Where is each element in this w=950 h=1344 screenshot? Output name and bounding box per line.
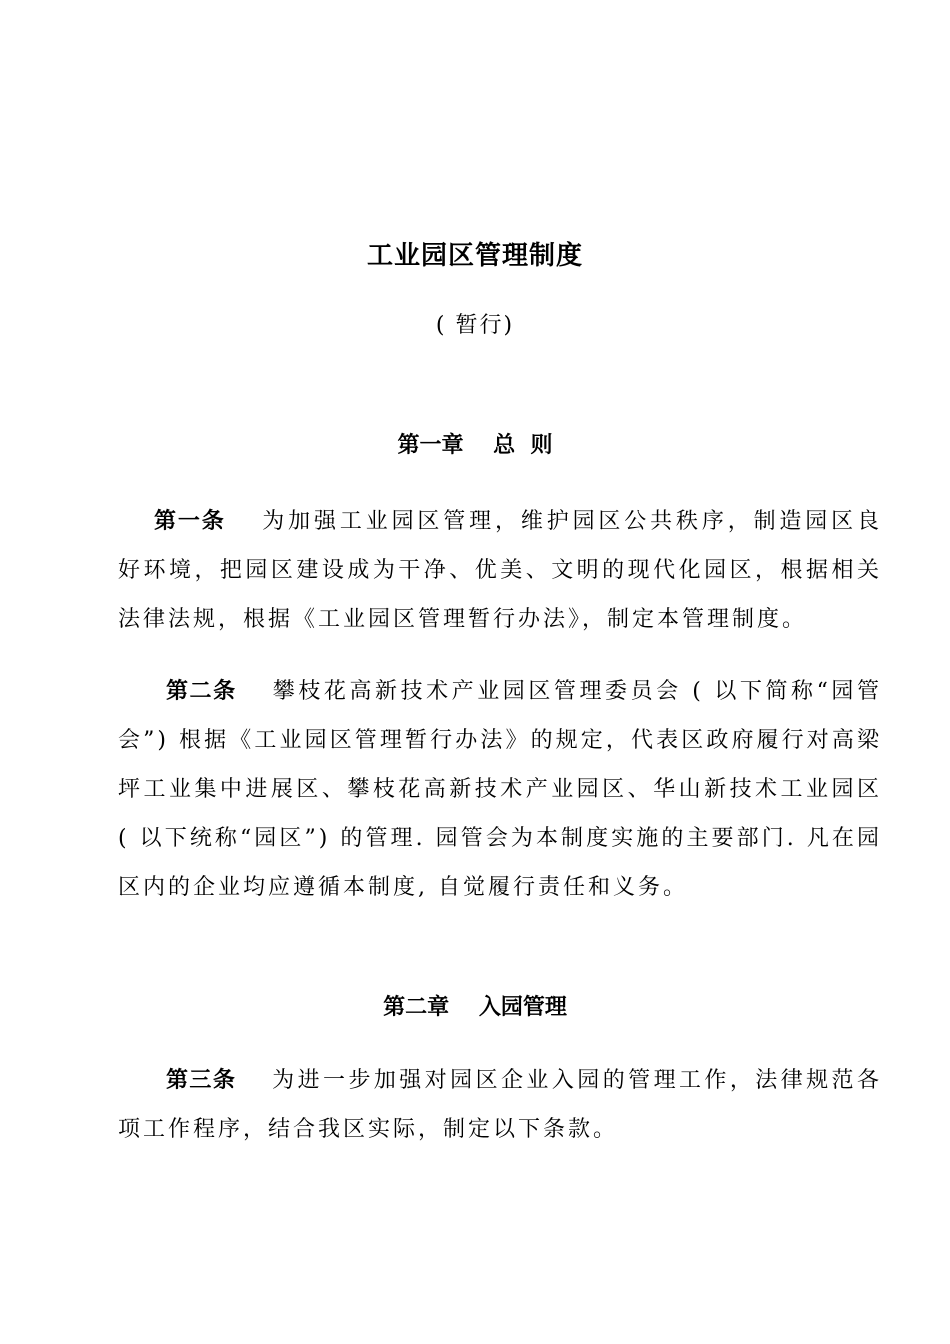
- article-spacer: [237, 679, 273, 704]
- article-number: 第一条: [154, 509, 226, 534]
- article-text: 为加强工业园区管理，维护园区公共秩序，制造园区良好环境，把园区建设成为干净、优美、文明的现代化园区，根据相关法律法规，根据《工业园区管理暂行办法》，制定本管理制度。: [118, 509, 882, 632]
- article-1: [118, 497, 882, 644]
- article-text: 为进一步加强对园区企业入园的管理工作，法律规范各项工作程序，结合我区实际，制定以下条款。: [118, 1068, 882, 1142]
- document-subtitle: ( 暂行): [435, 313, 515, 338]
- article-spacer: [226, 509, 263, 534]
- chapter-heading-1: 第一章 总 则: [397, 433, 553, 458]
- document-title: 工业园区管理制度: [366, 241, 583, 271]
- article-3: [118, 1056, 882, 1154]
- article-2: [118, 667, 882, 912]
- article-text: 攀枝花高新技术产业园区管理委员会 ( 以下简称“园管会”) 根据《工业园区管理暂行办法》的规定，代表区政府履行对高梁坪工业集中进展区、攀枝花高新技术产业园区、华山新技术工业园区 ( 以下统称“园区”) 的管理. 园管会为本制度实施的主要部门. 凡在园区内的企业均应遵循本制度, 自觉履行责任和义务。: [118, 679, 882, 900]
- article-number: 第二条: [166, 679, 237, 704]
- chapter-heading-2: 第二章 入园管理: [383, 995, 567, 1020]
- article-spacer: [236, 1068, 272, 1093]
- article-number: 第三条: [166, 1068, 237, 1093]
